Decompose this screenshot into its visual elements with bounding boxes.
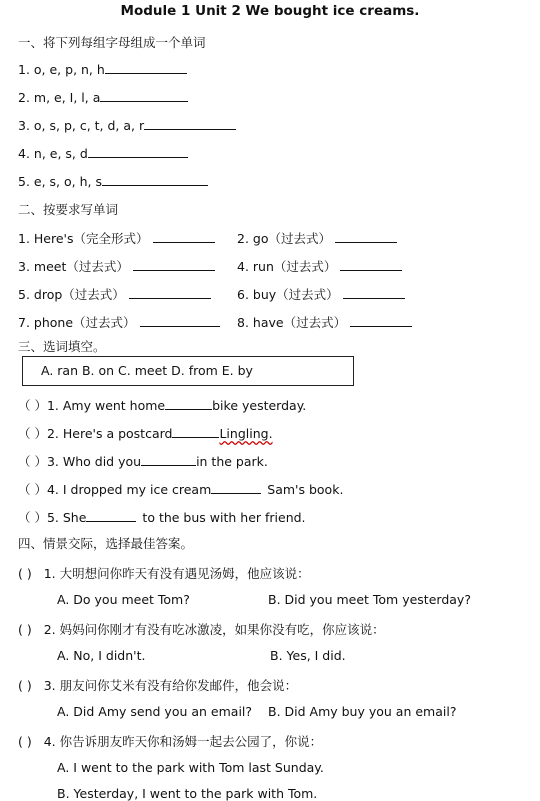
section4-q3-option-b: B. Did Amy buy you an email? [268, 704, 457, 719]
answer-blank[interactable] [100, 89, 188, 102]
section2-item-1 [18, 229, 215, 247]
answer-paren[interactable]: ( ) [18, 678, 32, 693]
answer-blank[interactable] [86, 509, 136, 522]
answer-blank[interactable] [140, 314, 220, 327]
answer-paren[interactable]: ( ) [18, 622, 32, 637]
question-text: （ ）4. I dropped my ice cream [18, 482, 212, 497]
section4-q3-option-a: A. Did Amy send you an email? [57, 704, 253, 719]
item-text: 5. e, s, o, h, s [18, 174, 102, 189]
answer-blank[interactable] [141, 453, 196, 466]
answer-blank[interactable] [340, 258, 402, 271]
answer-blank[interactable] [153, 230, 215, 243]
section2-item-5 [18, 285, 211, 303]
item-text: 1. Here's（完全形式） [18, 231, 149, 246]
answer-blank[interactable] [102, 173, 208, 186]
question-text-after: to the bus with her friend. [142, 510, 306, 525]
section4-question-4 [18, 732, 322, 750]
answer-blank[interactable] [105, 61, 187, 74]
question-text: （ ）1. Amy went home [18, 398, 166, 413]
answer-paren[interactable]: ( ) [18, 734, 32, 749]
word-bank-choices: A. ran B. on C. meet D. from E. by [41, 363, 253, 378]
answer-blank[interactable] [172, 425, 219, 438]
item-text: 8. have（过去式） [237, 315, 347, 330]
section3-question-1 [18, 396, 306, 414]
section4-q1-option-b: B. Did you meet Tom yesterday? [268, 592, 471, 607]
section4-question-1 [18, 564, 310, 582]
section1-item-4 [18, 145, 188, 161]
question-text: （ ）3. Who did you [18, 454, 142, 469]
question-text: （ ）5. She [18, 510, 87, 525]
question-text: 1. 大明想问你昨天有没有遇见汤姆，他应该说： [43, 566, 310, 581]
section4-heading: 四、情景交际，选择最佳答案。 [18, 536, 194, 551]
section2-item-3 [18, 257, 215, 275]
item-text: 3. meet（过去式） [18, 259, 129, 274]
section1-item-5 [18, 173, 208, 189]
answer-blank[interactable] [133, 258, 215, 271]
section3-question-5 [18, 508, 306, 526]
question-text-after: in the park. [196, 454, 268, 469]
question-text: 3. 朋友问你艾米有没有给你发邮件，他会说： [43, 678, 298, 693]
item-text: 4. run（过去式） [237, 259, 337, 274]
answer-blank[interactable] [343, 286, 405, 299]
section2-item-6 [237, 285, 405, 303]
answer-blank[interactable] [88, 145, 188, 158]
section4-q4-option-b: B. Yesterday, I went to the park with Tom. [57, 786, 318, 801]
section4-q2-option-a: A. No, I didn't. [57, 648, 146, 663]
section2-item-8 [237, 313, 412, 331]
section1-item-3 [18, 117, 236, 133]
question-text: 2. 妈妈问你刚才有没有吃冰激凌，如果你没有吃，你应该说： [43, 622, 385, 637]
section1-heading: 一、将下列每组字母组成一个单词 [18, 35, 206, 50]
answer-blank[interactable] [350, 314, 412, 327]
section4-question-3 [18, 676, 297, 694]
item-text: 7. phone（过去式） [18, 315, 136, 330]
item-text: 1. o, e, p, n, h [18, 62, 105, 77]
question-text-after: Sam's book. [267, 482, 344, 497]
section3-heading: 三、选词填空。 [18, 339, 106, 354]
section2-item-4 [237, 257, 402, 275]
question-text: 4. 你告诉朋友昨天你和汤姆一起去公园了，你说： [43, 734, 323, 749]
section3-question-2 [18, 424, 273, 442]
answer-blank[interactable] [211, 481, 261, 494]
section4-q2-option-b: B. Yes, I did. [270, 648, 346, 663]
section1-item-1 [18, 61, 187, 77]
word-bank-box [22, 356, 354, 386]
item-text: 4. n, e, s, d [18, 146, 88, 161]
question-text-after: bike yesterday. [212, 398, 307, 413]
section4-q1-option-a: A. Do you meet Tom? [57, 592, 190, 607]
item-text: 6. buy（过去式） [237, 287, 339, 302]
section1-item-2 [18, 89, 188, 105]
question-text: （ ）2. Here's a postcard [18, 426, 173, 441]
section2-item-2 [237, 229, 397, 247]
answer-paren[interactable]: ( ) [18, 566, 32, 581]
item-text: 2. go（过去式） [237, 231, 331, 246]
answer-blank[interactable] [144, 117, 236, 130]
section2-item-7 [18, 313, 220, 331]
question-text-after: Lingling. [219, 426, 273, 441]
item-text: 3. o, s, p, c, t, d, a, r [18, 118, 145, 133]
answer-blank[interactable] [335, 230, 397, 243]
answer-blank[interactable] [129, 286, 211, 299]
item-text: 2. m, e, I, l, a [18, 90, 101, 105]
section3-question-3 [18, 452, 268, 470]
item-text: 5. drop（过去式） [18, 287, 125, 302]
page-title: Module 1 Unit 2 We bought ice creams. [120, 3, 420, 19]
answer-blank[interactable] [165, 397, 212, 410]
section3-question-4 [18, 480, 343, 498]
section4-q4-option-a: A. I went to the park with Tom last Sunday. [57, 760, 324, 775]
section2-heading: 二、按要求写单词 [18, 202, 119, 217]
section4-question-2 [18, 620, 385, 638]
